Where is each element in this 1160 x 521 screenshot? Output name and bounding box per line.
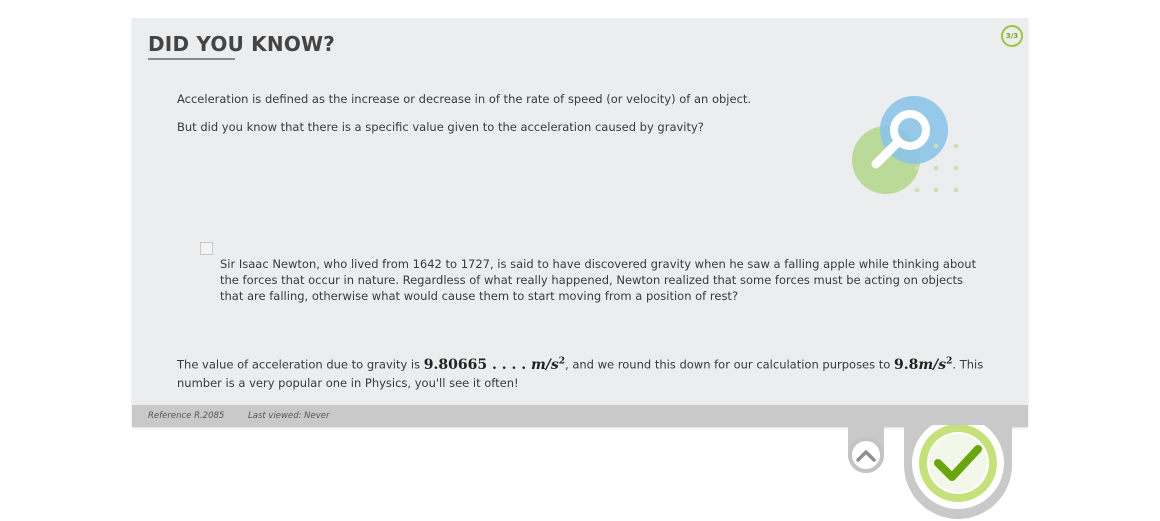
gravity-text-after: . This number is a very popular one in Physics, you'll see it often! (177, 357, 984, 390)
page-indicator-badge: 3/3 (1001, 25, 1023, 47)
magnifier-illustration-icon (848, 92, 968, 202)
rounded-value-math: $9.8m/s^2$ (893, 356, 953, 373)
quote-checkbox[interactable] (200, 242, 213, 255)
intro-paragraph: Acceleration is defined as the increase or decrease in of the rate of speed (or velocity) of an object. (177, 92, 752, 106)
page-title: DID YOU KNOW? (148, 32, 336, 56)
reference-label: Reference R.2085 (148, 411, 225, 421)
question-paragraph: But did you know that there is a specific value given to the acceleration caused by gravity? (177, 120, 704, 134)
navigation-controls (840, 425, 1020, 521)
scroll-up-button[interactable] (850, 439, 882, 471)
gravity-text-middle: , and we round this down for our calculation purposes to (565, 357, 894, 372)
gravity-value-paragraph (177, 352, 997, 392)
card-footer (132, 405, 1028, 427)
title-underline (148, 58, 235, 60)
last-viewed-label: Last viewed: Never (248, 411, 330, 421)
gravity-value-math: 9.80665 . . . . $m/s^2$ (423, 356, 566, 373)
newton-quote: Sir Isaac Newton, who lived from 1642 to 1727, is said to have discovered gravity when he saw a falling apple while thinking about the forces that occur in nature. Regardless of what really happened, Newton realized that some forces must be acting on objects that are falling, otherwise what would cause them to start moving from a position of rest? (220, 257, 977, 303)
gravity-text-before: The value of acceleration due to gravity is (177, 357, 424, 372)
content-card (132, 18, 1028, 427)
